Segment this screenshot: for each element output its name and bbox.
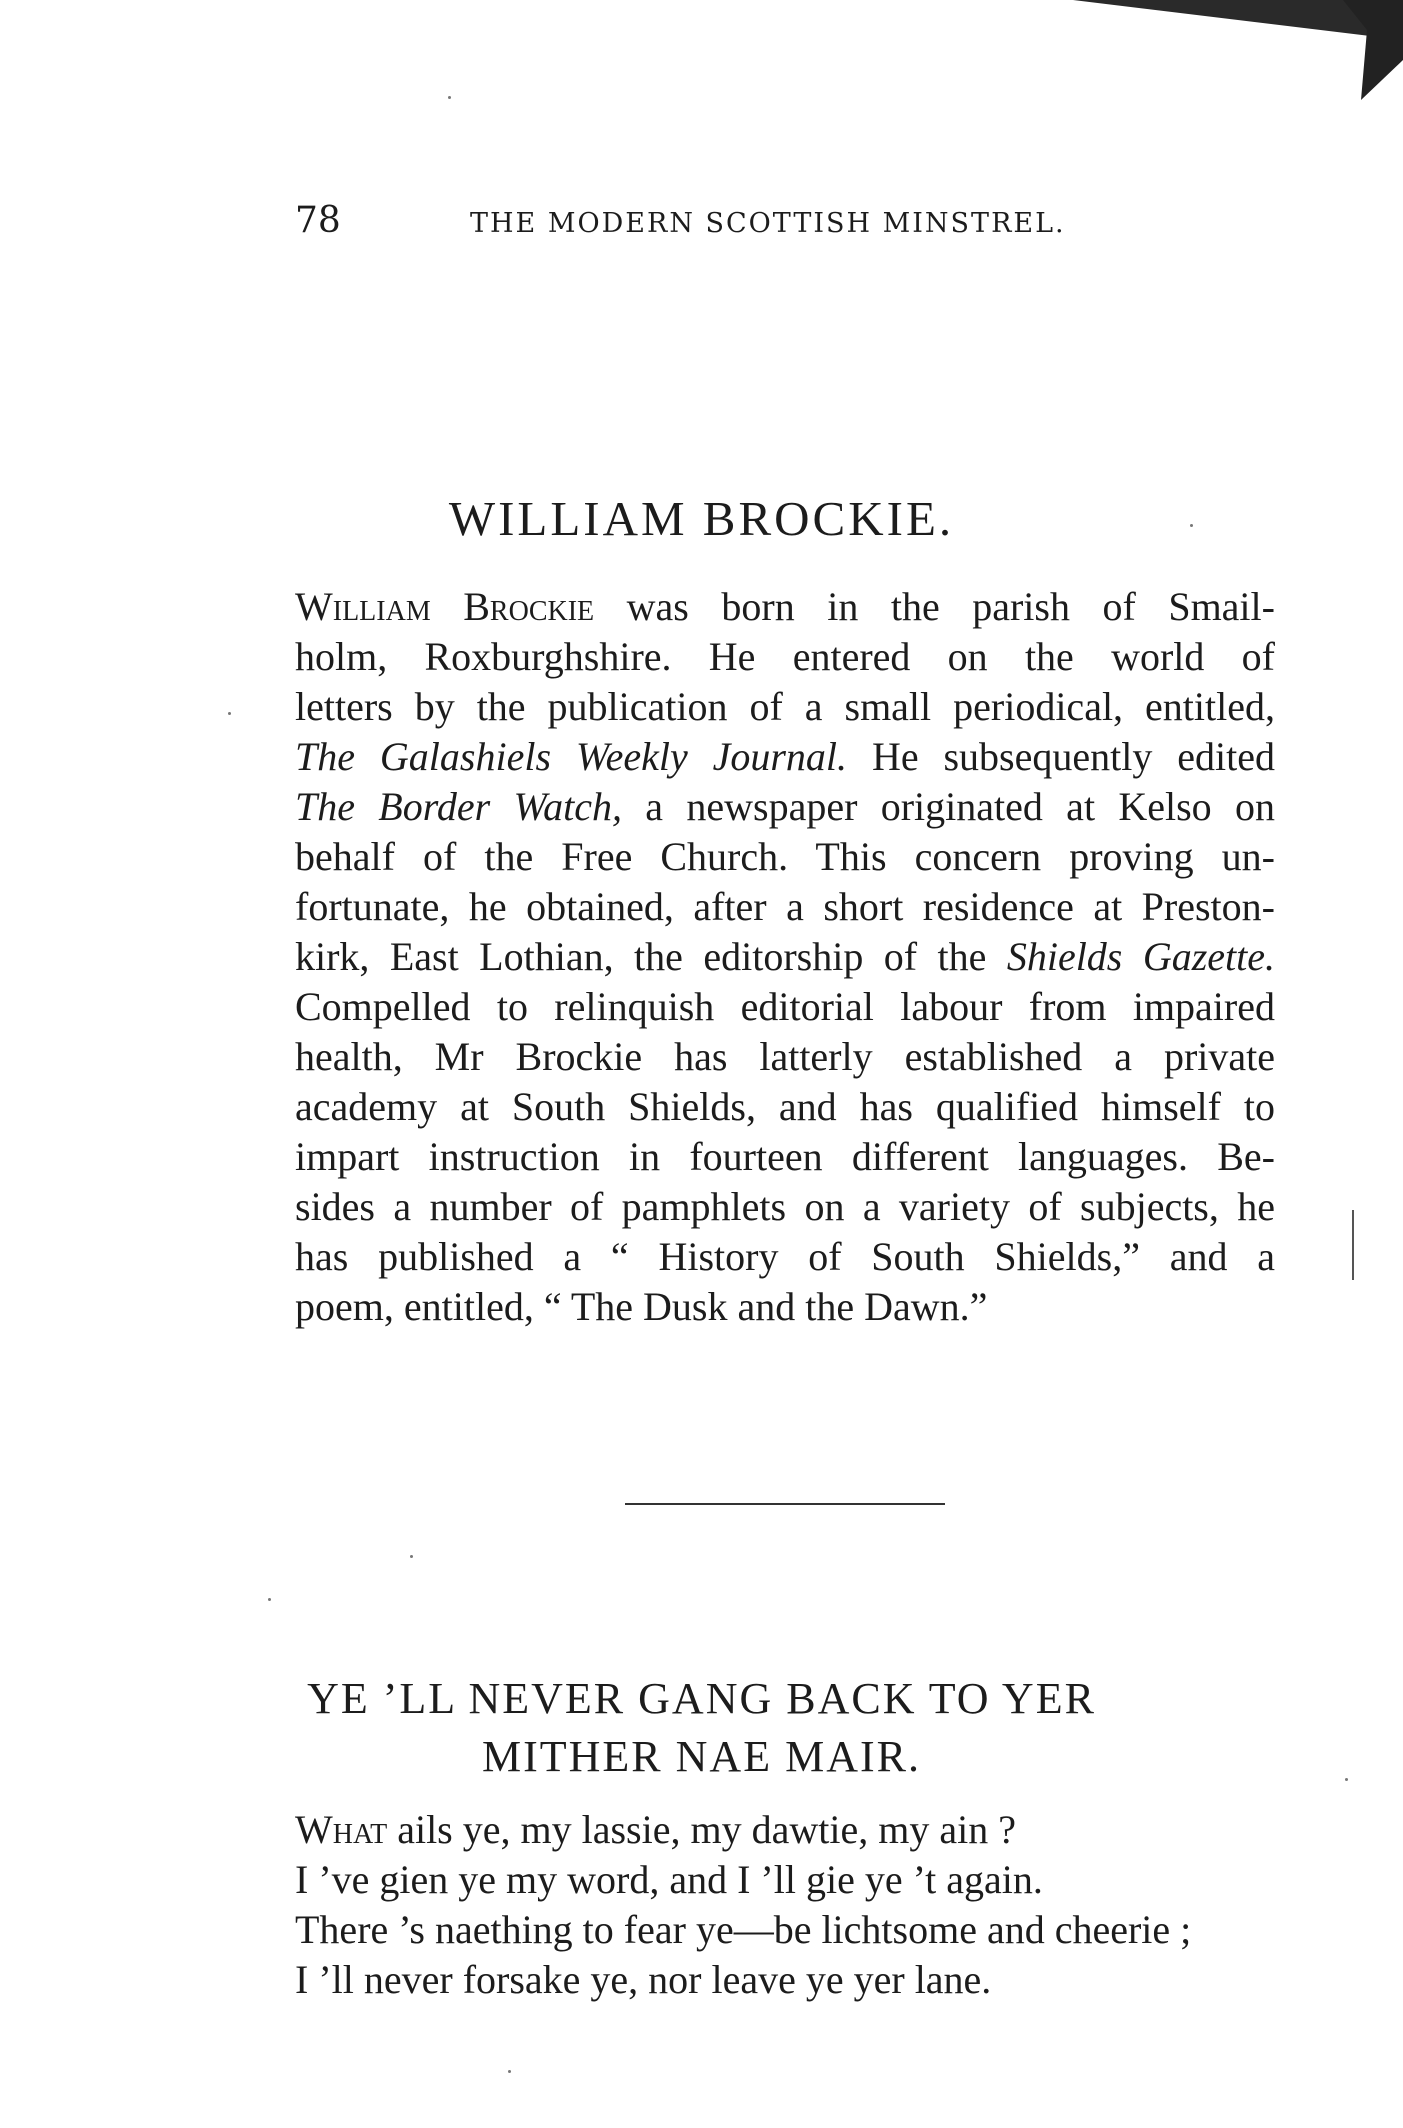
poem-line-text: ails ye, my lassie, my dawtie, my ain ? [387, 1807, 1016, 1852]
paper-speck [448, 96, 451, 99]
journal-title-italic: The Galashiels Weekly Journal. [295, 734, 848, 779]
paper-speck [1345, 1778, 1348, 1781]
bio-line: fortunate, he obtained, after a short residence at Preston- [295, 884, 1275, 929]
bio-line-text: was born in the parish of Smail- [594, 584, 1275, 629]
paper-speck [410, 1555, 413, 1558]
poem-line: There ’s naething to fear ye—be lichtsome and cheerie ; [295, 1907, 1192, 1952]
running-title: THE MODERN SCOTTISH MINSTREL. [470, 208, 1066, 239]
section-title: WILLIAM BROCKIE. [448, 491, 955, 546]
paper-speck [268, 1598, 271, 1601]
bio-line: sides a number of pamphlets on a variety of subjects, he [295, 1184, 1275, 1229]
bio-line: impart instruction in fourteen different languages. Be- [295, 1134, 1275, 1179]
bio-line: has published a “ History of South Shields,” and a [295, 1234, 1275, 1279]
bio-line: behalf of the Free Church. This concern proving un- [295, 834, 1275, 879]
running-head [295, 200, 1105, 250]
bio-line-text: He subsequently edited [847, 734, 1275, 779]
poem-line: I ’ll never forsake ye, nor leave ye yer lane. [295, 1957, 992, 2002]
bio-line [295, 782, 1275, 832]
poem-title [0, 1670, 1403, 1786]
poem-line [295, 1805, 1295, 1855]
bio-line: letters by the publication of a small periodical, entitled, [295, 684, 1275, 729]
bio-line: holm, Roxburghshire. He entered on the world of [295, 634, 1275, 679]
poem-line: I ’ve gien ye my word, and I ’ll gie ye ’t again. [295, 1857, 1043, 1902]
opening-word-smallcaps: What [295, 1807, 388, 1852]
bio-line [295, 932, 1275, 982]
poem-stanza [295, 1805, 1295, 2005]
bio-line-text: a newspaper originated at Kelso on [621, 784, 1275, 829]
author-name-smallcaps: William Brockie [295, 584, 595, 629]
paper-speck [508, 2070, 511, 2073]
paper-speck [228, 712, 231, 715]
bio-line-text: kirk, East Lothian, the editorship of the [295, 934, 1007, 979]
margin-mark [1352, 1210, 1354, 1280]
bio-line [295, 732, 1275, 782]
bio-line: Compelled to relinquish editorial labour from impaired [295, 984, 1275, 1029]
poem-title-line: YE ’LL NEVER GANG BACK TO YER [307, 1674, 1096, 1723]
section-divider [625, 1503, 945, 1505]
bio-line: academy at South Shields, and has qualified himself to [295, 1084, 1275, 1129]
page-number: 78 [295, 200, 341, 241]
newspaper-title-italic: The Border Watch, [295, 784, 622, 829]
bio-line: health, Mr Brockie has latterly established a private [295, 1034, 1275, 1079]
poem-title-line: MITHER NAE MAIR. [482, 1732, 921, 1781]
biography-paragraph [295, 582, 1275, 1332]
bio-line: poem, entitled, “ The Dusk and the Dawn.” [295, 1284, 988, 1329]
bio-line [295, 582, 1275, 632]
gazette-title-italic: Shields Gazette. [1006, 934, 1276, 979]
paper-speck [1190, 524, 1193, 527]
